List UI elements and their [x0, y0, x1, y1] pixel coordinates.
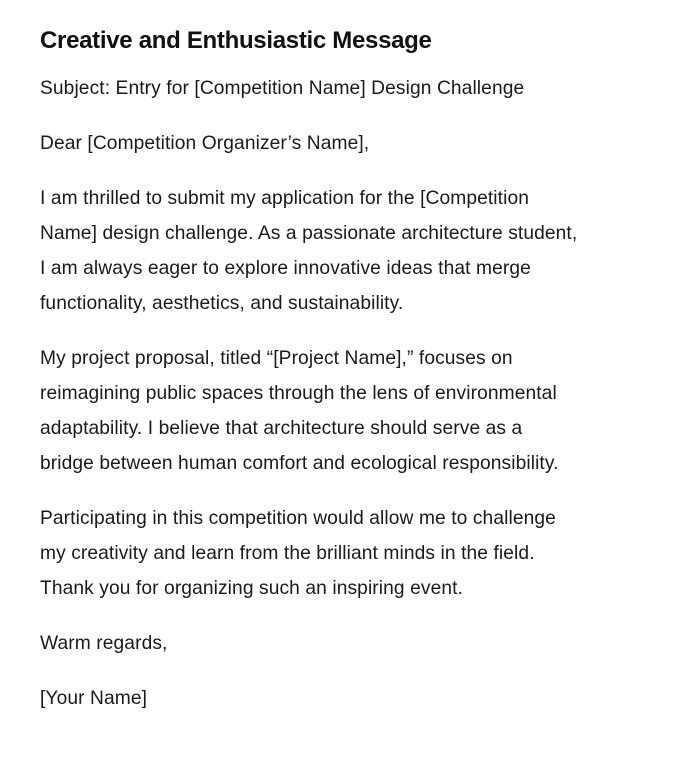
- greeting: Dear [Competition Organizer’s Name],: [40, 133, 370, 154]
- document: [40, 24, 650, 736]
- body-paragraph-3: Participating in this competition would allow me to challenge my creativity and learn from the brilliant minds in the field. Thank you for organizing such an inspiring event.: [40, 508, 556, 599]
- closing: Warm regards,: [40, 633, 168, 654]
- subject-line: Subject: Entry for [Competition Name] Design Challenge: [40, 78, 525, 99]
- signature: [Your Name]: [40, 688, 148, 709]
- document-title: Creative and Enthusiastic Message: [40, 27, 432, 54]
- body-paragraph-2: My project proposal, titled “[Project Name],” focuses on reimagining public spaces through the lens of environmental adaptability. I believe that architecture should serve as a bridge between human comfort and ecological responsibility.: [40, 348, 559, 474]
- body-paragraph-1: I am thrilled to submit my application for the [Competition Name] design challenge. As a passionate architecture student, I am always eager to explore innovative ideas that merge functionality, aesthetics, and sustainability.: [40, 188, 578, 314]
